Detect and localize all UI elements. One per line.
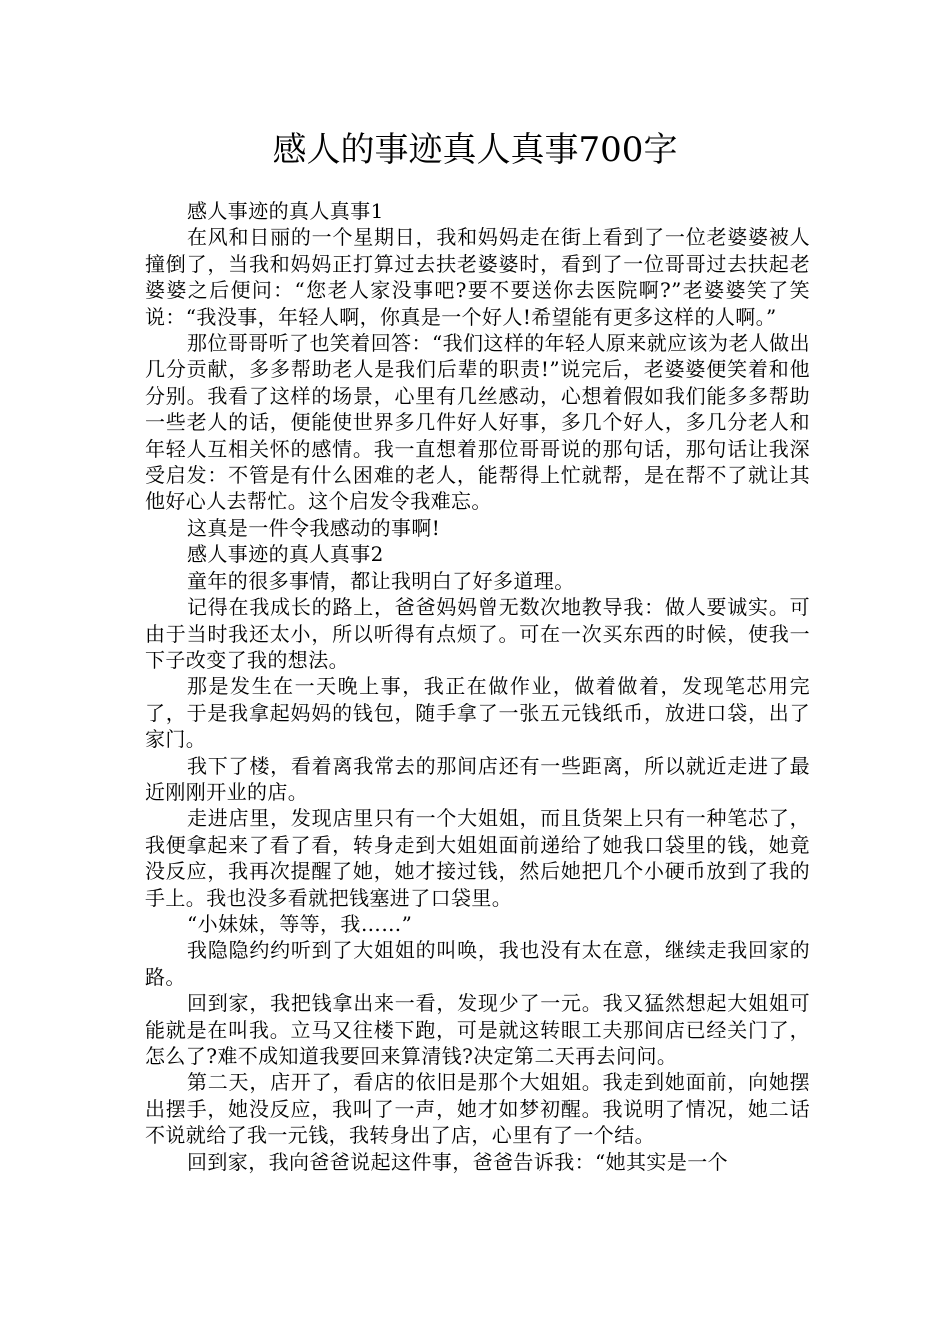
paragraph: 走进店里，发现店里只有一个大姐姐，而且货架上只有一种笔芯了，我便拿起来了看了看，转身走到大姐姐面前递给了她我口袋里的钱，她竟没反应，我再次提醒了她，她才接过钱，然后她把几个小硬币放到了我的手上。我也没多看就把钱塞进了口袋里。 [145, 806, 810, 910]
paragraph: 这真是一件令我感动的事啊! [187, 515, 441, 540]
section-heading-1: 感人事迹的真人真事1 [187, 199, 384, 223]
paragraph: 回到家，我向爸爸说起这件事，爸爸告诉我：“她其实是一个 [187, 1149, 729, 1174]
paragraph: 记得在我成长的路上，爸爸妈妈曾无数次地教导我：做人要诚实。可由于当时我还太小，所以听得有点烦了。可在一次买东西的时候，使我一下子改变了我的想法。 [145, 595, 810, 672]
document-body [145, 198, 810, 1175]
paragraph: 我隐隐约约听到了大姐姐的叫唤，我也没有太在意，继续走我回家的路。 [145, 938, 810, 989]
paragraph: 我下了楼，看着离我常去的那间店还有一些距离，所以就近走进了最近刚刚开业的店。 [145, 753, 810, 804]
document-title: 感人的事迹真人真事700字 [272, 130, 678, 170]
section-heading-2: 感人事迹的真人真事2 [187, 542, 384, 567]
paragraph: 回到家，我把钱拿出来一看，发现少了一元。我又猛然想起大姐姐可能就是在叫我。立马又往楼下跑，可是就这转眼工夫那间店已经关门了，怎么了?难不成知道我要回来算清钱?决定第二天再去问问。 [145, 991, 810, 1068]
paragraph: 童年的很多事情，都让我明白了好多道理。 [187, 568, 575, 593]
paragraph: 第二天，店开了，看店的依旧是那个大姐姐。我走到她面前，向她摆出摆手，她没反应，我叫了一声，她才如梦初醒。我说明了情况，她二话不说就给了我一元钱，我转身出了店，心里有了一个结。 [145, 1070, 810, 1148]
paragraph: “小妹妹，等等，我……” [187, 911, 413, 936]
paragraph: 那是发生在一天晚上事，我正在做作业，做着做着，发现笔芯用完了，于是我拿起妈妈的钱包，随手拿了一张五元钱纸币，放进口袋，出了家门。 [145, 674, 810, 752]
paragraph: 那位哥哥听了也笑着回答：“我们这样的年轻人原来就应该为老人做出几分贡献，多多帮助老人是我们后辈的职责!”说完后，老婆婆便笑着和他分别。我看了这样的场景，心里有几丝感动，心想着假如我们能多多帮助一些老人的话，便能使世界多几件好人好事，多几个好人，多几分老人和年轻人互相关怀的感情。我一直想着那位哥哥说的那句话，那句话让我深受启发：不管是有什么困难的老人，能帮得上忙就帮，是在帮不了就让其他好心人去帮忙。这个启发令我难忘。 [145, 331, 810, 514]
paragraph: 在风和日丽的一个星期日，我和妈妈走在街上看到了一位老婆婆被人撞倒了，当我和妈妈正打算过去扶老婆婆时，看到了一位哥哥过去扶起老婆婆之后便问：“您老人家没事吧?要不要送你去医院啊?”老婆婆笑了笑说：“我没事，年轻人啊，你真是一个好人!希望能有更多这样的人啊。” [145, 225, 810, 329]
